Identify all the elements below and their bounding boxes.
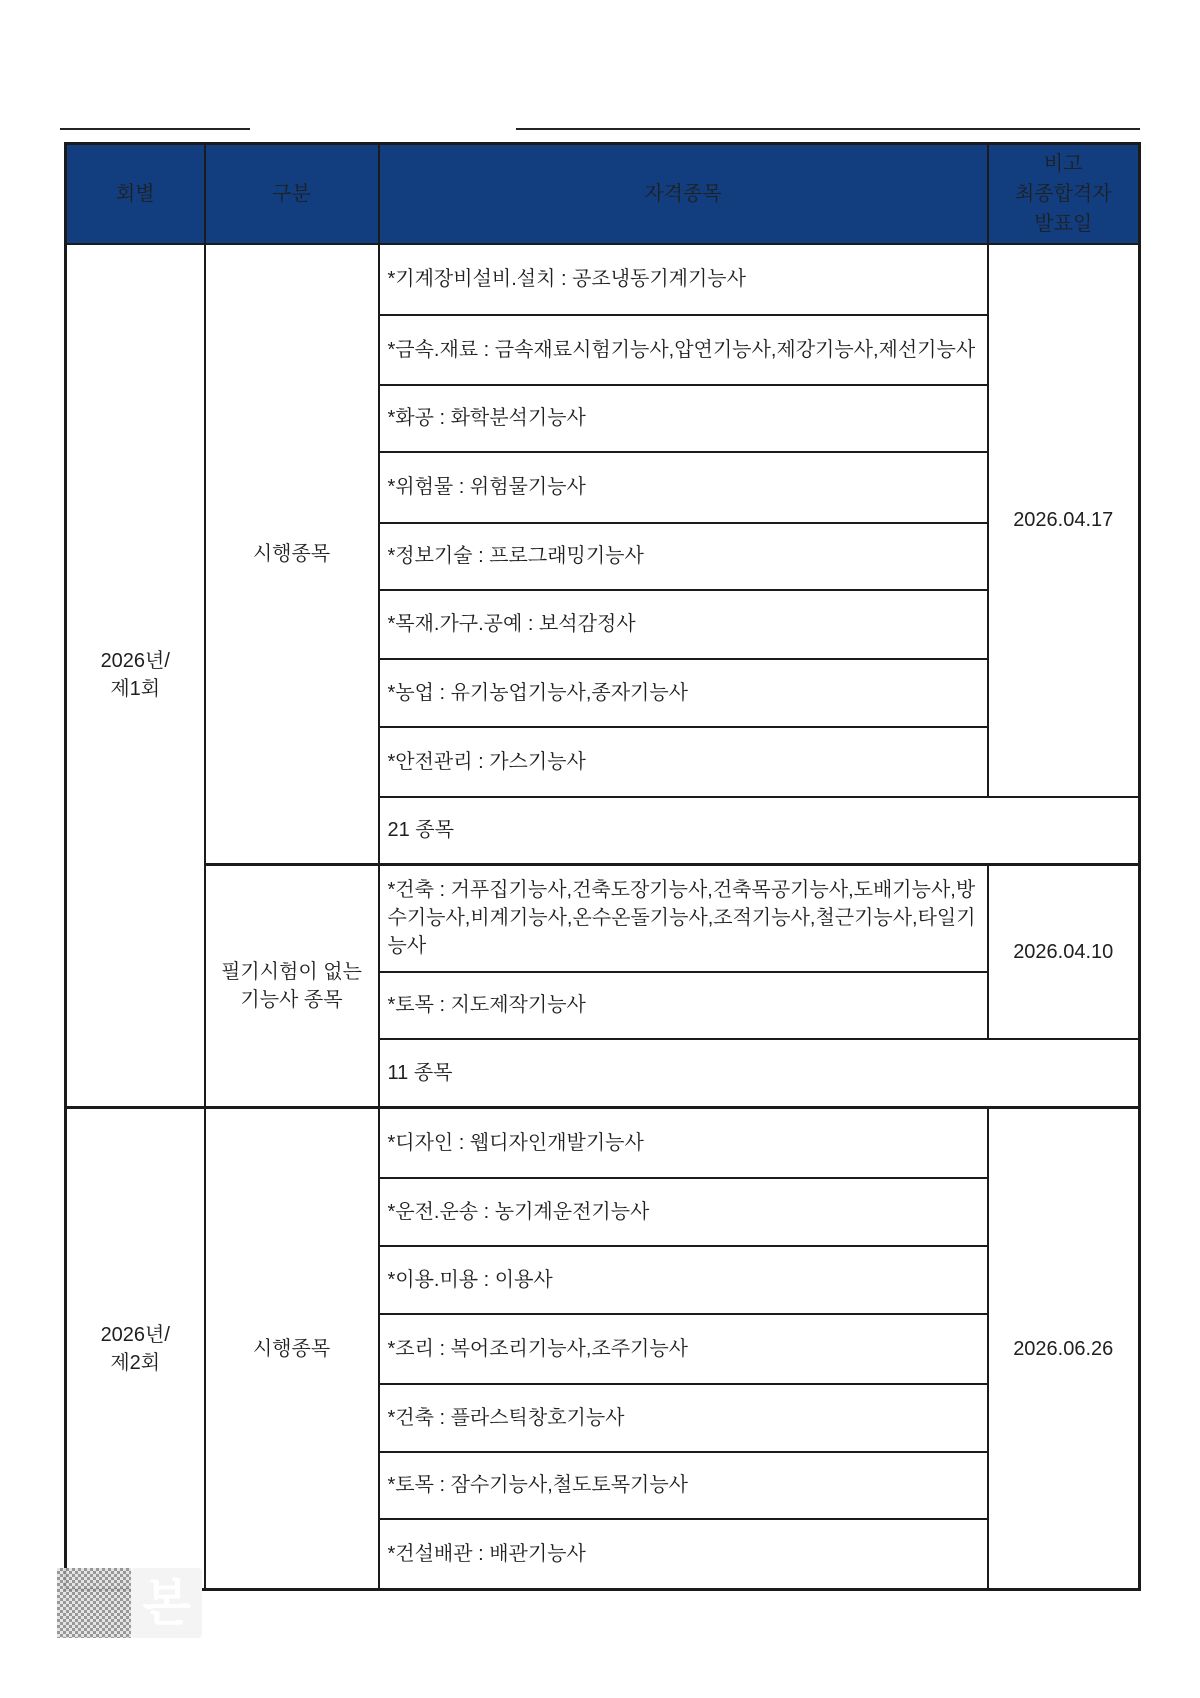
category-cell-no-written-exam [205,865,379,1108]
session-line: 2026년/ [100,650,170,673]
header-note-line: 발표일 [1034,212,1093,235]
table-row [66,1108,1140,1178]
subject-cell: *금속.재료 : 금속재료시험기능사,압연기능사,제강기능사,제선기능사 [379,315,988,385]
header-note [988,144,1140,244]
top-rule-left-segment [60,128,250,130]
table-header-row [66,144,1140,244]
subject-cell: *정보기술 : 프로그래밍기능사 [379,523,988,590]
top-rule-right-segment [516,128,1140,130]
header-note-line: 비고 [1043,152,1083,175]
summary-cell: 11 종목 [379,1039,1140,1108]
subject-cell: *운전.운송 : 농기계운전기능사 [379,1178,988,1246]
table-row [66,865,1140,972]
subject-cell: *목재.가구.공예 : 보석감정사 [379,590,988,659]
subject-cell: *기계장비설비.설치 : 공조냉동기계기능사 [379,244,988,315]
category-line: 기능사 종목 [240,989,343,1011]
subject-cell: *화공 : 화학분석기능사 [379,385,988,452]
subject-cell: *토목 : 지도제작기능사 [379,972,988,1039]
session-line: 제2회 [110,1351,161,1374]
subject-cell: *디자인 : 웹디자인개발기능사 [379,1108,988,1178]
session-line: 2026년/ [100,1323,170,1346]
category-cell-sihaeng-2: 시행종목 [205,1108,379,1590]
session-line: 제1회 [110,678,161,701]
announce-date-cell: 2026.04.17 [988,244,1140,797]
exam-schedule-table [64,142,1141,1591]
table-row [66,244,1140,315]
session-cell-2026-2 [66,1108,205,1590]
announce-date-cell: 2026.06.26 [988,1108,1140,1590]
header-subject: 자격종목 [379,144,988,244]
subject-cell: *건축 : 거푸집기능사,건축도장기능사,건축목공기능사,도배기능사,방수기능사,비계기능사,온수온돌기능사,조적기능사,철근기능사,타일기능사 [379,865,988,972]
header-category: 구분 [205,144,379,244]
halftone-pattern-icon [57,1568,131,1638]
subject-cell: *이용.미용 : 이용사 [379,1246,988,1314]
announce-date-cell: 2026.04.10 [988,865,1140,1039]
header-session: 회별 [66,144,205,244]
subject-cell: *위험물 : 위험물기능사 [379,452,988,523]
category-cell-sihaeng-1: 시행종목 [205,244,379,865]
subject-cell: *안전관리 : 가스기능사 [379,727,988,797]
summary-cell: 21 종목 [379,797,1140,865]
subject-cell: *건축 : 플라스틱창호기능사 [379,1384,988,1452]
category-line: 필기시험이 없는 [221,961,362,983]
watermark-stamp [57,1568,202,1638]
header-note-line: 최종합격자 [1014,182,1112,205]
watermark-label: 본 [131,1568,202,1638]
session-cell-2026-1 [66,244,205,1108]
subject-cell: *조리 : 복어조리기능사,조주기능사 [379,1314,988,1384]
subject-cell: *농업 : 유기농업기능사,종자기능사 [379,659,988,727]
subject-cell: *건설배관 : 배관기능사 [379,1519,988,1590]
subject-cell: *토목 : 잠수기능사,철도토목기능사 [379,1452,988,1519]
